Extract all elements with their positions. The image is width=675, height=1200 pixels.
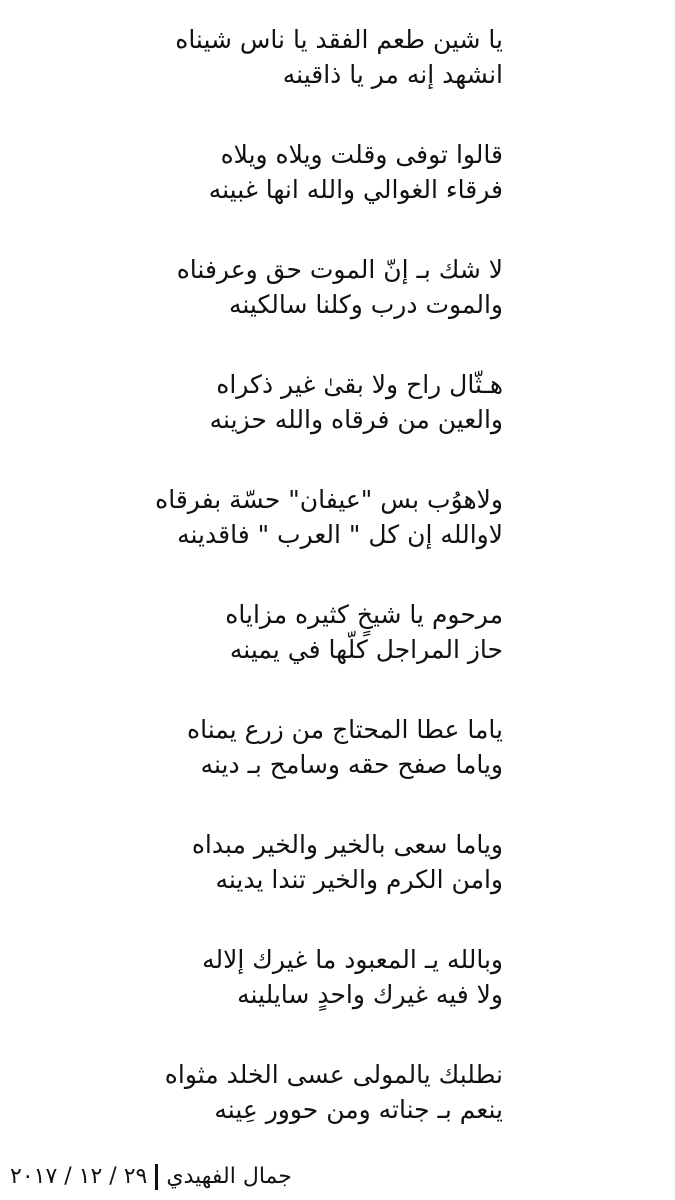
verse-line: لاوالله إن كل " العرب " فاقدينه <box>177 520 503 549</box>
verse-line: هـثّال راح ولا بقىٰ غير ذكراه <box>216 370 503 399</box>
poem-body <box>155 22 503 1172</box>
verse-line: ينعم بـ جناته ومن حوور عِينه <box>214 1095 503 1124</box>
verse-line: انشهد إنه مر يا ذاقينه <box>282 60 503 89</box>
stanza <box>163 367 503 482</box>
stanza <box>163 597 503 712</box>
separator-bar <box>155 1164 158 1190</box>
poem-date: ٢٩ / ١٢ / ٢٠١٧ <box>10 1164 148 1189</box>
stanza <box>163 942 503 1057</box>
verse-line: وبالله يـ المعبود ما غيرك إلاله <box>202 945 503 974</box>
signature-footer <box>10 1157 292 1197</box>
verse-line: يا شين طعم الفقد يا ناس شيناه <box>175 25 503 54</box>
stanza <box>163 712 503 827</box>
verse-line: وامن الكرم والخير تندا يدينه <box>215 865 503 894</box>
verse-line: مرحوم يا شيخٍ كثيره مزاياه <box>225 600 503 629</box>
verse-line: فرقاء الغوالي والله انها غبينه <box>208 175 503 204</box>
verse-line: قالوا توفى وقلت ويلاه ويلاه <box>220 140 503 169</box>
stanza <box>163 22 503 137</box>
verse-line: ولا فيه غيرك واحدٍ سايلينه <box>237 980 503 1009</box>
verse-line: لا شك بـ إنّ الموت حق وعرفناه <box>176 255 503 284</box>
stanza <box>163 1057 503 1172</box>
verse-line: والموت درب وكلنا سالكينه <box>228 290 503 319</box>
verse-line: والعين من فرقاه والله حزينه <box>209 405 503 434</box>
verse-line: ولاهوُب بس "عيفان" حسّة بفرقاه <box>155 485 503 514</box>
verse-line: وياما سعى بالخير والخير مبداه <box>191 830 503 859</box>
verse-line: وياما صفح حقه وسامح بـ دينه <box>200 750 503 779</box>
verse-line: نطلبك يالمولى عسى الخلد مثواه <box>164 1060 503 1089</box>
stanza <box>163 827 503 942</box>
stanza <box>163 137 503 252</box>
verse-line: حاز المراجل كلّها في يمينه <box>229 635 503 664</box>
stanza <box>155 482 503 597</box>
stanza <box>163 252 503 367</box>
author-name: جمال الفهيدي <box>166 1164 292 1189</box>
verse-line: ياما عطا المحتاج من زرع يمناه <box>187 715 503 744</box>
